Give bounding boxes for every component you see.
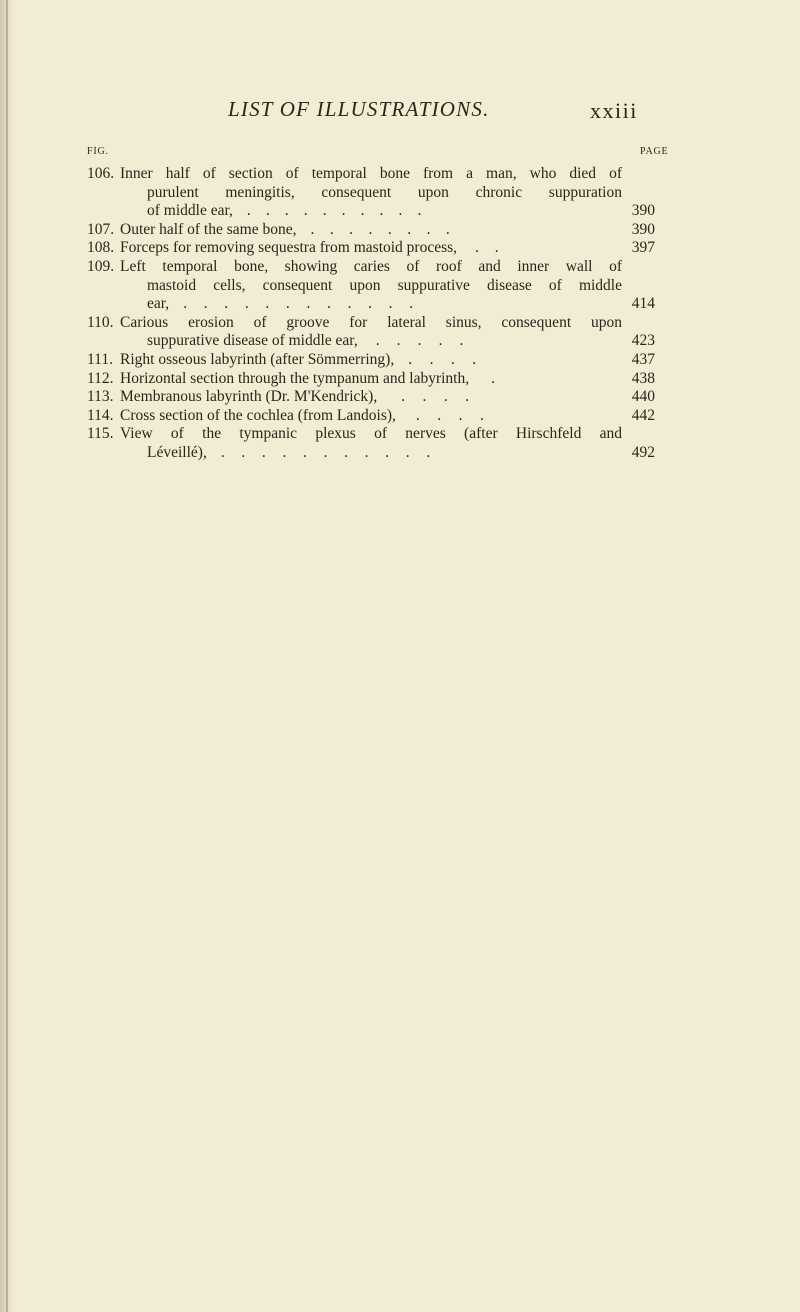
list-item — [0, 165, 800, 221]
entry-text-final: Forceps for removing sequestra from mastoid process, — [120, 239, 458, 257]
entry-text-line — [120, 239, 505, 258]
entry-text-line — [147, 444, 437, 463]
list-item — [0, 407, 800, 426]
dot-leader: . . . . . . . . — [310, 220, 456, 238]
fig-number: 109. — [87, 257, 115, 275]
list-item — [0, 239, 800, 258]
fig-number: 113. — [87, 388, 114, 406]
list-item — [0, 425, 800, 462]
dot-leader: . . . . — [415, 406, 491, 424]
running-head — [0, 97, 800, 127]
entry-text-line: mastoid cells, consequent upon suppurative disease of middle — [147, 276, 622, 294]
entry-text-final: of middle ear, — [147, 202, 233, 220]
entry-text-final: ear, — [147, 295, 170, 313]
page-column-heading: PAGE — [640, 146, 669, 157]
entry-text-line — [147, 202, 427, 221]
column-headings — [0, 146, 800, 160]
page-number: 437 — [631, 350, 655, 368]
entry-text-line — [120, 388, 476, 407]
dot-leader: . . . . — [401, 388, 476, 406]
list-item — [0, 221, 800, 240]
entry-text-line: purulent meningitis, consequent upon chronic suppuration — [147, 183, 622, 201]
page-number: 440 — [631, 388, 655, 406]
illustrations-list — [0, 165, 800, 463]
entry-text-final: Membranous labyrinth (Dr. M'Kendrick), — [120, 388, 378, 406]
fig-number: 107. — [87, 220, 115, 238]
dot-leader: . . . . . . . . . . . . — [183, 295, 420, 313]
entry-text-final: Léveillé), — [147, 443, 207, 461]
entry-text-final: Outer half of the same bone, — [120, 220, 297, 238]
entry-text-line: Carious erosion of groove for lateral sinus, consequent upon — [120, 313, 622, 331]
list-item — [0, 258, 800, 314]
dot-leader: . . — [475, 239, 505, 257]
fig-number: 108. — [87, 239, 115, 257]
entry-text-line — [120, 370, 495, 389]
page-number: 390 — [631, 220, 655, 238]
dot-leader: . . . . . . . . . . — [246, 202, 427, 220]
dot-leader: . — [491, 369, 495, 387]
page-number: 442 — [631, 406, 655, 424]
list-item — [0, 351, 800, 370]
fig-number: 114. — [87, 406, 114, 424]
entry-text-final: Cross section of the cochlea (from Landois), — [120, 406, 396, 424]
fig-number: 112. — [87, 369, 114, 387]
fig-number: 106. — [87, 165, 115, 182]
entry-text-line — [147, 332, 470, 351]
running-page-number: xxiii — [590, 98, 638, 123]
dot-leader: . . . . . . . . . . . — [220, 443, 437, 461]
entry-text-final: Horizontal section through the tympanum and labyrinth, — [120, 369, 470, 387]
entry-text-final: Right osseous labyrinth (after Sömmerring), — [120, 350, 395, 368]
entry-text-line: Left temporal bone, showing caries of roof and inner wall of — [120, 257, 622, 275]
entry-text-line — [120, 351, 483, 370]
list-item — [0, 314, 800, 351]
dot-leader: . . . . . — [375, 332, 470, 350]
entry-text-line — [120, 221, 456, 240]
entry-text-line: View of the tympanic plexus of nerves (after Hirschfeld and — [120, 425, 622, 443]
page-number: 438 — [631, 369, 655, 387]
dot-leader: . . . . — [408, 350, 483, 368]
fig-column-heading: FIG. — [87, 146, 109, 157]
entry-text-line: Inner half of section of temporal bone from a man, who died of — [120, 165, 622, 182]
page-number: 397 — [631, 239, 655, 257]
running-title: LIST OF ILLUSTRATIONS. — [228, 97, 490, 121]
list-item — [0, 388, 800, 407]
page-number: 423 — [631, 332, 655, 350]
page-number: 414 — [631, 295, 655, 313]
entry-text-line — [147, 295, 420, 314]
list-item — [0, 370, 800, 389]
fig-number: 111. — [87, 350, 113, 368]
fig-number: 110. — [87, 313, 114, 331]
page-number: 390 — [631, 202, 655, 220]
page-number: 492 — [631, 443, 655, 461]
fig-number: 115. — [87, 425, 114, 443]
entry-text-line — [120, 407, 491, 426]
entry-text-final: suppurative disease of middle ear, — [147, 332, 358, 350]
